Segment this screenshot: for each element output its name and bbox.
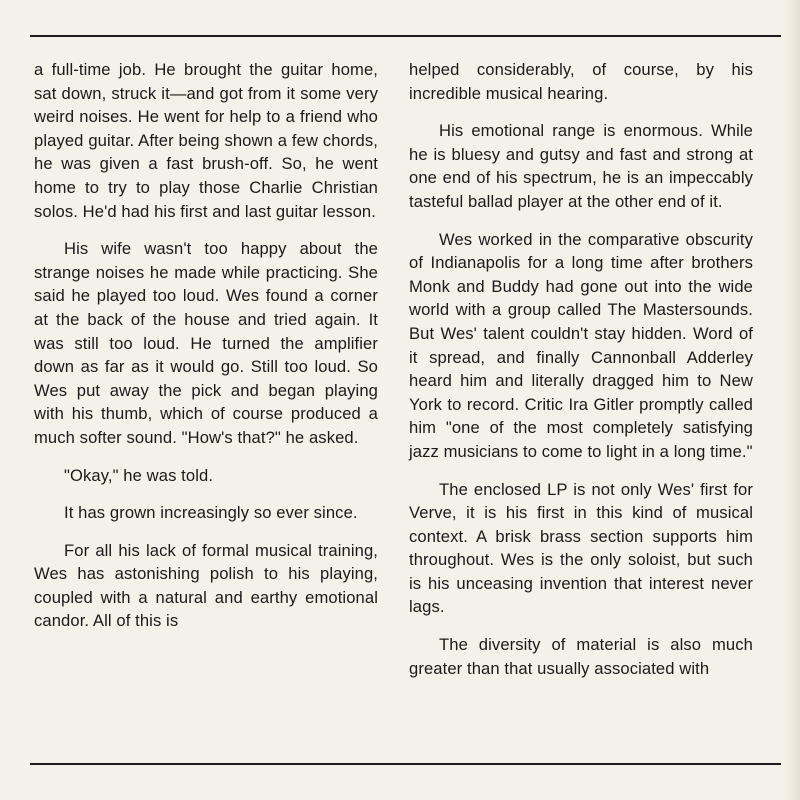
bottom-rule xyxy=(30,763,781,765)
top-rule xyxy=(30,35,781,37)
paragraph: The diversity of material is also much greater than that usually associated with xyxy=(409,635,753,678)
paragraph: The enclosed LP is not only Wes' first for Verve, it is his first in this kind of musical context. A brisk brass section supports him throughout. Wes is the only soloist, but such is his unceasing invention that interest never lags. xyxy=(409,479,753,617)
paragraph: a full-time job. He brought the guitar home, sat down, struck it—and got from it some very weird noises. He went for help to a friend who played guitar. After being shown a few chords, he was given a fast brush-off. So, he went home to try to play those Charlie Christian solos. He'd had his first and last guitar lesson. xyxy=(34,60,378,221)
paragraph: Wes worked in the comparative obscurity of Indianapolis for a long time after brothers Monk and Buddy had gone out into the wide world with a group called The Mastersounds. But Wes' talent couldn't stay hidden. Word of it spread, and finally Cannonball Adderley heard him and literally dragged him to New York to record. Critic Ira Gitler promptly called him "one of the most completely satisfying jazz musicians to come to light in a long time." xyxy=(409,229,753,461)
paragraph: For all his lack of formal musical training, Wes has astonishing polish to his playing, coupled with a natural and earthy emotional candor. All of this is xyxy=(34,540,378,631)
paragraph: It has grown increasingly so ever since. xyxy=(64,503,358,523)
page-edge xyxy=(786,0,800,800)
right-column xyxy=(409,58,753,694)
paragraph: "Okay," he was told. xyxy=(64,465,214,485)
paragraph: helped considerably, of course, by his incredible musical hearing. xyxy=(409,60,753,103)
paragraph: His emotional range is enormous. While he is bluesy and gutsy and fast and strong at one end of his spectrum, he is an impeccably tasteful ballad player at the other end of it. xyxy=(409,121,753,211)
paragraph: His wife wasn't too happy about the strange noises he made while practicing. She said he played too loud. Wes found a corner at the back of the house and tried again. It was still too loud. He turned the amplifier down as far as it would go. Still too loud. So Wes put away the pick and began playing with his thumb, which of course produced a much softer sound. "How's that?" he asked. xyxy=(34,239,378,447)
left-column xyxy=(34,58,378,647)
